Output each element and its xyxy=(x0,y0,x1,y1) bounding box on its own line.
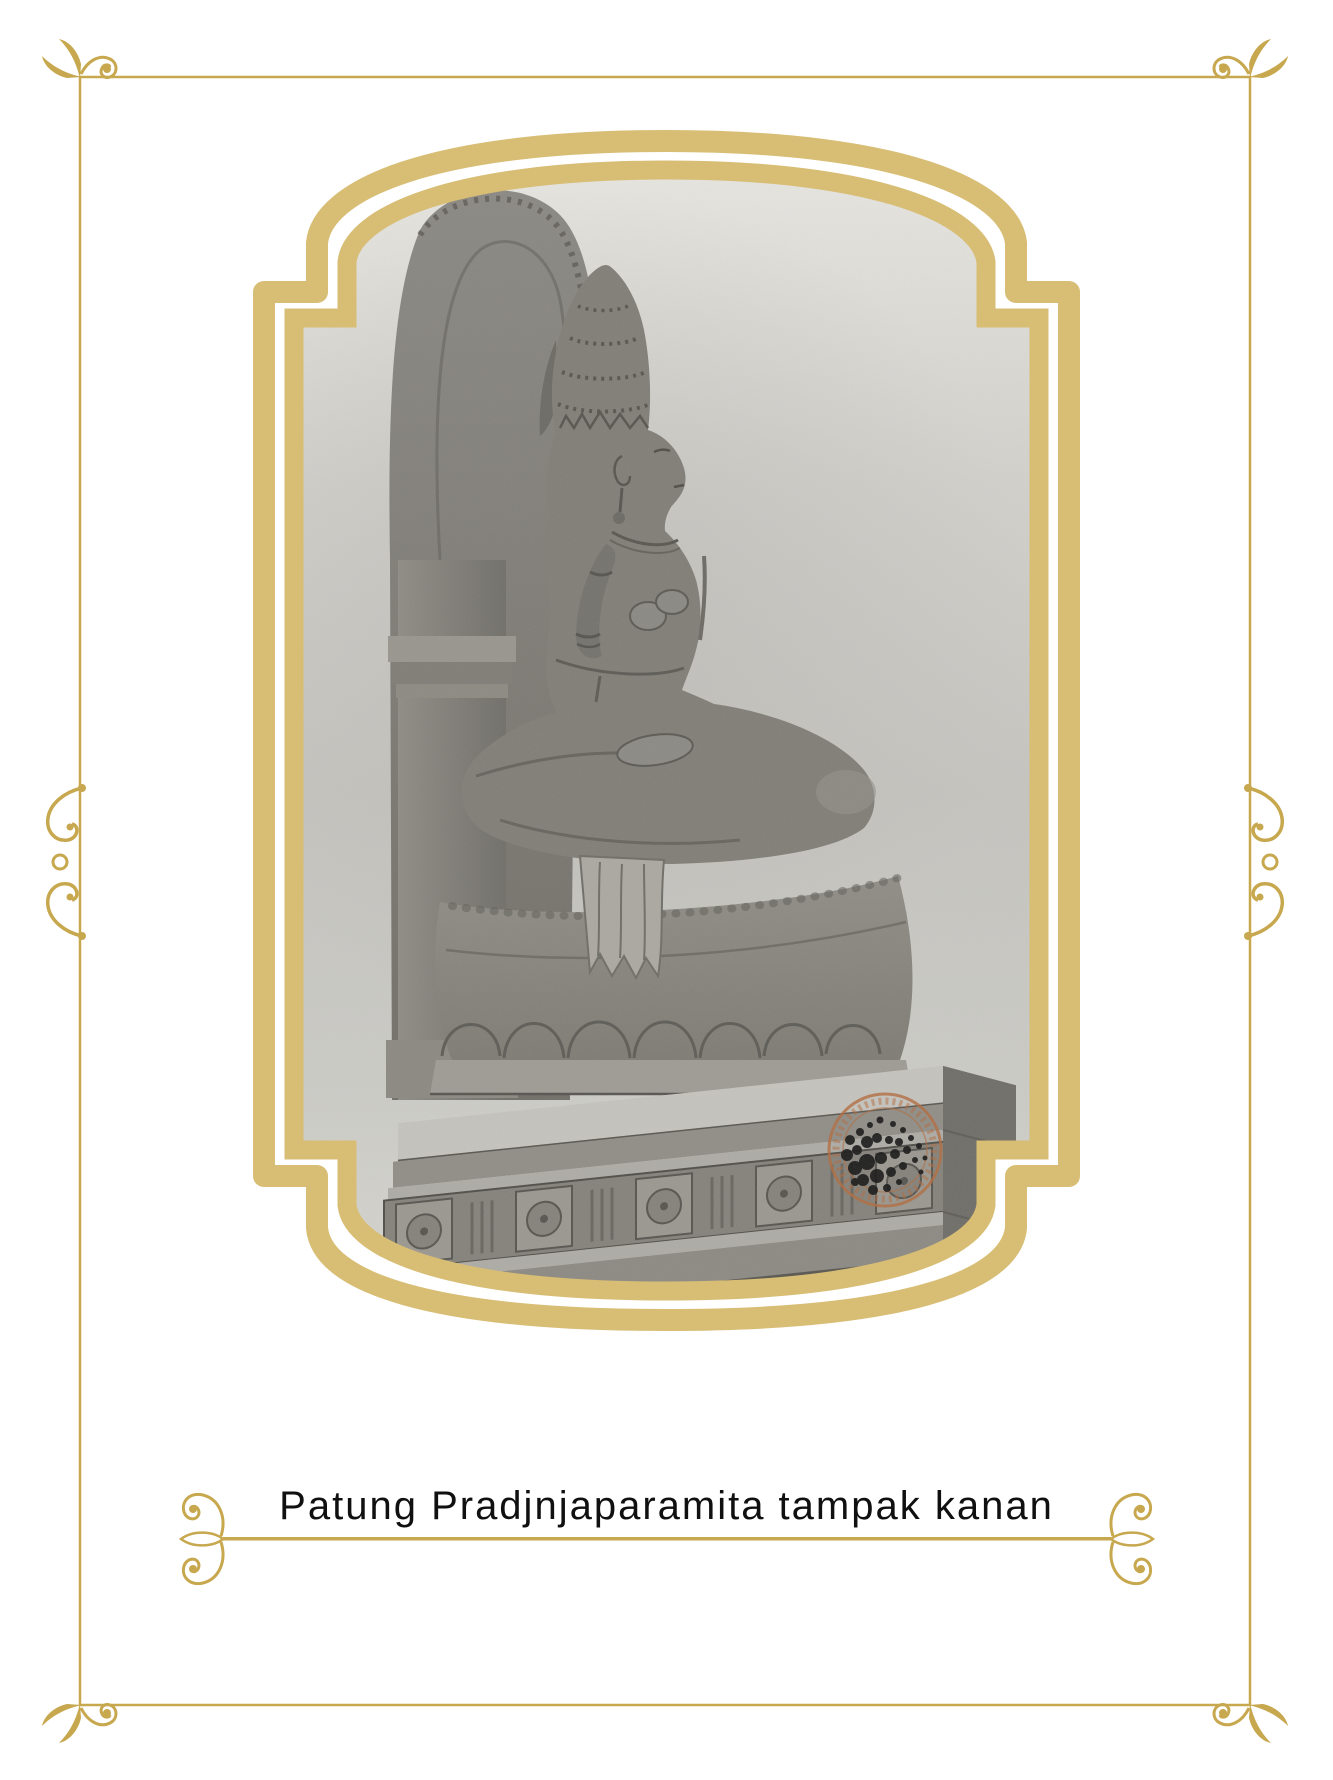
framed-photograph xyxy=(170,141,1069,1380)
photo-caption-text: Patung Pradjnjaparamita tampak kanan xyxy=(279,1484,1054,1528)
corner-flourish-bottom-left-icon xyxy=(42,1703,116,1743)
divider-rule xyxy=(223,1537,1111,1541)
paper-grain-texture xyxy=(280,155,1050,1305)
corner-flourish-top-right-icon xyxy=(1214,39,1288,79)
corner-flourish-bottom-right-icon xyxy=(1214,1703,1288,1743)
photo-caption xyxy=(0,1486,1333,1526)
corner-flourish-top-left-icon xyxy=(42,39,116,79)
